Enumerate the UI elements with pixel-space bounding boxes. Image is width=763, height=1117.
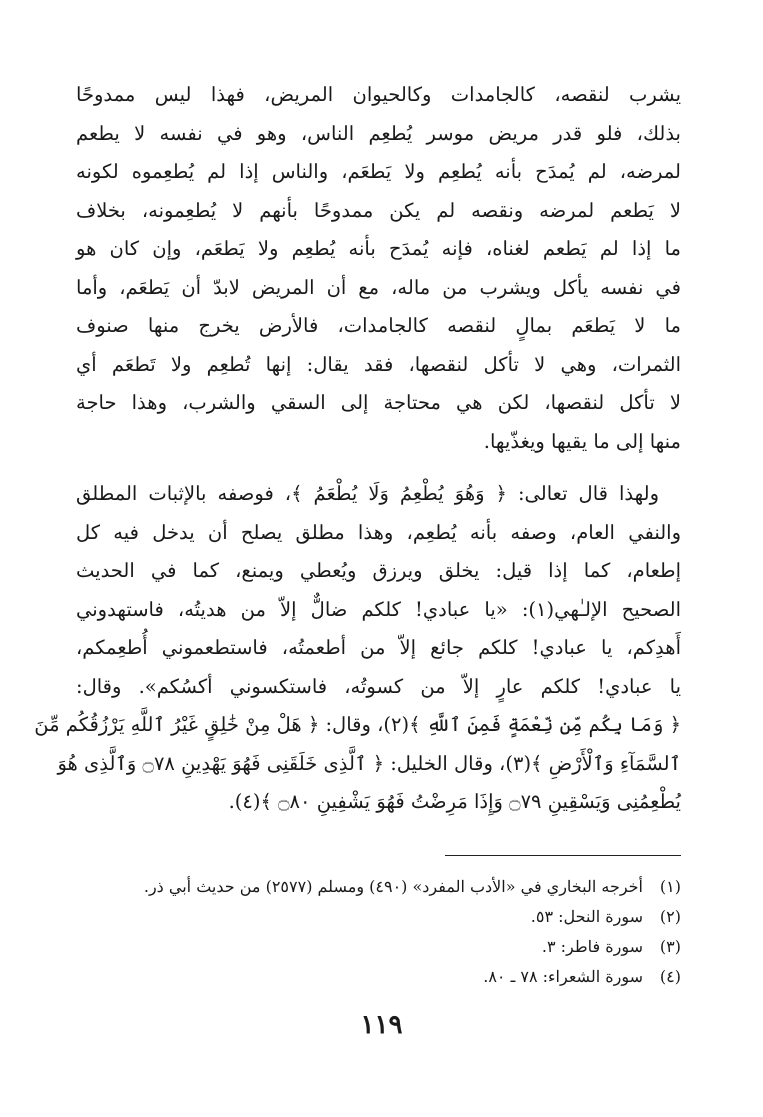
footnote-number: (٣) <box>659 937 681 956</box>
text-line: ما لا يَطعَم بمالٍ لنقصه كالجامدات، فالأرض يخرج منها صنوف <box>76 314 681 337</box>
footnote <box>76 932 681 962</box>
footnote-text: سورة فاطر: ٣. <box>541 937 643 956</box>
quran-line: يُطْعِمُنِى وَيَسْقِينِ ۝٧٩ وَإِذَا مَرِضْتُ فَهُوَ يَشْفِينِ ۝٨٠ ﴾(٤). <box>228 790 681 813</box>
footnote <box>76 902 681 932</box>
paragraph-2 <box>34 475 681 822</box>
footnote-text: أخرجه البخاري في «الأدب المفرد» (٤٩٠) ومسلم (٢٥٧٧) من حديث أبي ذر. <box>143 877 643 896</box>
main-text <box>34 76 681 822</box>
text-line: والنفي العام، وصفه بأنه يُطعِم، وهذا مطلق يصلح أن يدخل فيه كل <box>76 520 681 544</box>
footnote-text: سورة الشعراء: ٧٨ ـ ٨٠. <box>483 967 643 986</box>
paragraph-gap <box>76 461 681 475</box>
text-line: في نفسه يأكل ويشرب من ماله، مع أن المريض لابدّ أن يَطعَم، وأما <box>76 275 681 299</box>
footnote-number: (٢) <box>659 907 681 926</box>
footnotes <box>76 872 681 992</box>
text-line: منها إلى ما يقيها ويغذّيها. <box>483 429 681 453</box>
text-line: ولهذا قال تعالى: ﴿ وَهُوَ يُطْعِمُ وَلَا يُطْعَمُ ﴾، فوصفه بالإثبات المطلق <box>76 482 659 505</box>
text-line: لا تأكل لنقصها، لكن هي محتاجة إلى السقي والشرب، وهذا حاجة <box>76 391 681 414</box>
footnote-number: (٤) <box>659 967 681 986</box>
text-line: الثمرات، وهي لا تأكل لنقصها، فقد يقال: إنها تُطعِم ولا تَطعَم أي <box>76 352 681 376</box>
paragraph-1 <box>76 76 681 461</box>
quran-line: ﴿ وَمَا بِكُم مِّن نِّعْمَةٍ فَمِنَ ٱللَّهِ ﴾(٢)، وقال: ﴿ هَلْ مِنْ خَٰلِقٍ غَيْرُ ٱللَّهِ يَرْزُقُكُم مِّنَ <box>34 713 681 736</box>
text-line: ما إذا لم يَطعم لغناه، فإنه يُمدَح بأنه يُطعِم ولا يَطعَم، وإن كان هو <box>76 237 681 260</box>
page-number: ١١٩ <box>360 1010 403 1040</box>
text-line: أَهدِكم، يا عبادي! كلكم جائع إلاّ من أطعمتُه، فاستطعموني أُطعِمكم، <box>76 636 681 659</box>
footnote-divider <box>445 855 681 856</box>
text-line: إطعام، كما إذا قيل: يخلق ويرزق ويُعطي ويمنع، كما في الحديث <box>76 559 681 582</box>
footnote-text: سورة النحل: ٥٣. <box>530 907 643 926</box>
text-line: يشرب لنقصه، كالجامدات وكالحيوان المريض، فهذا ليس ممدوحًا <box>76 83 681 106</box>
text-line: الصحيح الإلـٰهي(١): «يا عبادي! كلكم ضالٌّ إلاّ من هديتُه، فاستهدوني <box>76 597 681 621</box>
footnote-number: (١) <box>659 877 681 896</box>
text-line: يا عبادي! كلكم عارٍ إلاّ من كسوتُه، فاستكسوني أكسُكم». وقال: <box>76 674 681 698</box>
text-line: لا يَطعم لمرضه ونقصه لم يكن ممدوحًا بأنهم لا يُطعِمونه، بخلاف <box>76 198 681 222</box>
quran-line: ٱلسَّمَآءِ وَٱلْأَرْضِ ﴾(٣)، وقال الخليل: ﴿ ٱلَّذِى خَلَقَنِى فَهُوَ يَهْدِينِ ۝٧٨ وَٱلَّذِى هُوَ <box>57 751 681 775</box>
text-line: لمرضه، لم يُمدَح بأنه يُطعِم ولا يَطعَم، والناس إذا لم يُطعِموه لكونه <box>76 160 681 183</box>
footnote <box>76 962 681 992</box>
text-line: بذلك، فلو قدر مريض موسر يُطعِم الناس، وهو في نفسه لا يطعم <box>76 121 681 145</box>
footnote <box>76 872 681 902</box>
